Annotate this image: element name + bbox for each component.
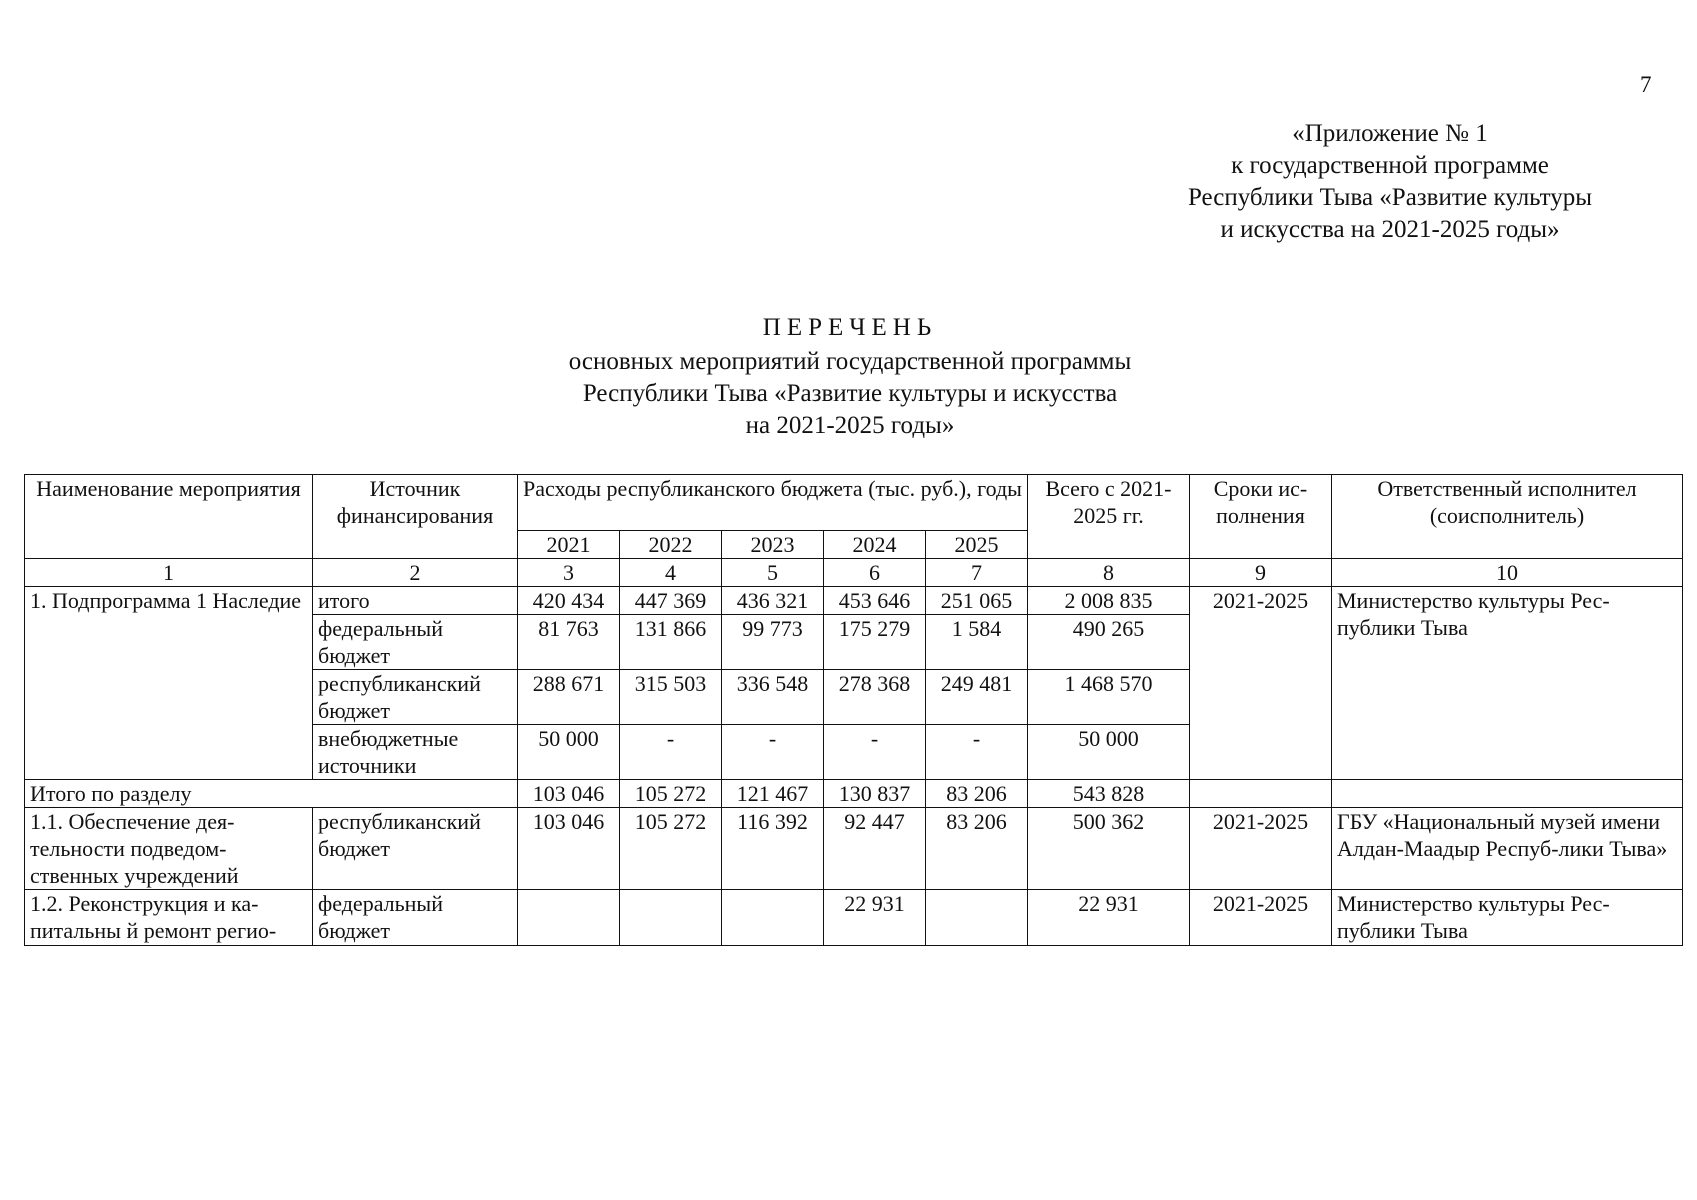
appendix-line: «Приложение № 1 [1292,120,1488,147]
responsible-value: Министерство культуры Рес-публики Тыва [1332,890,1683,946]
section-total-row [25,780,1683,808]
column-number: 6 [824,559,926,587]
responsible-value: ГБУ «Национальный музей имени Алдан-Маадыр Респуб-лики Тыва» [1332,808,1683,890]
document-title: ПЕРЕЧЕНЬ [762,314,938,341]
total-value: 22 931 [1028,890,1190,946]
heading-line: основных мероприятий государственной программы [568,348,1132,375]
header-responsible: Ответственный исполнител (соисполнитель) [1332,475,1683,559]
column-number: 10 [1332,559,1683,587]
column-number: 4 [620,559,722,587]
total-value: 2 008 835 [1028,587,1190,615]
column-number: 7 [926,559,1028,587]
year-value: 50 000 [518,725,620,780]
page-number: 7 [1640,72,1652,97]
year-value: 92 447 [824,808,926,890]
year-value: 105 272 [620,808,722,890]
funding-source: федеральный бюджет [313,890,518,946]
header-row [25,475,1683,531]
header-year: 2023 [722,531,824,559]
total-value: 543 828 [1028,780,1190,808]
header-year: 2021 [518,531,620,559]
header-year: 2022 [620,531,722,559]
year-value: 453 646 [824,587,926,615]
header-total: Всего с 2021-2025 гг. [1028,475,1190,559]
year-value: 420 434 [518,587,620,615]
funding-source: федеральный бюджет [313,615,518,670]
period-value: 2021-2025 [1190,890,1332,946]
year-value: 105 272 [620,780,722,808]
year-value: 131 866 [620,615,722,670]
year-value: 436 321 [722,587,824,615]
activity-name: 1.1. Обеспечение дея-тельности подведом-ственных учреждений [25,808,313,890]
total-value: 1 468 570 [1028,670,1190,725]
year-value: - [620,725,722,780]
year-value: 336 548 [722,670,824,725]
table-row [25,587,1683,615]
total-value: 50 000 [1028,725,1190,780]
year-value: 251 065 [926,587,1028,615]
funding-source: республиканский бюджет [313,670,518,725]
period-value: 2021-2025 [1190,808,1332,890]
period-value: 2021-2025 [1190,587,1332,780]
appendix-block [1130,118,1650,246]
funding-source: внебюджетные источники [313,725,518,780]
section-total-label: Итого по разделу [25,780,518,808]
column-number: 3 [518,559,620,587]
activities-table [24,474,1683,946]
header-year: 2024 [824,531,926,559]
funding-source: итого [313,587,518,615]
year-value: 130 837 [824,780,926,808]
header-source: Источник финансирования [313,475,518,559]
appendix-line: и искусства на 2021-2025 годы» [1220,216,1560,243]
year-value: 103 046 [518,808,620,890]
year-value [620,890,722,946]
table-row [25,890,1683,946]
year-value: 278 368 [824,670,926,725]
year-value: 99 773 [722,615,824,670]
activity-name: 1.2. Реконструкция и ка-питальны й ремонт регио- [25,890,313,946]
heading-line: Республики Тыва «Развитие культуры и искусства [582,380,1118,407]
year-value: - [824,725,926,780]
appendix-line: Республики Тыва «Развитие культуры [1187,184,1593,211]
subprogram-name: 1. Подпрограмма 1 Наследие [25,587,313,780]
year-value [722,890,824,946]
year-value: 83 206 [926,780,1028,808]
funding-source: республиканский бюджет [313,808,518,890]
period-value [1190,780,1332,808]
year-value: - [926,725,1028,780]
column-number: 9 [1190,559,1332,587]
column-number: 8 [1028,559,1190,587]
column-number: 2 [313,559,518,587]
header-name: Наименование мероприятия [25,475,313,559]
header-year: 2025 [926,531,1028,559]
year-value: 175 279 [824,615,926,670]
year-value: 116 392 [722,808,824,890]
document-heading [445,312,1255,442]
year-value: 288 671 [518,670,620,725]
header-expenses: Расходы республиканского бюджета (тыс. руб.), годы [518,475,1028,531]
responsible-value: Министерство культуры Рес-публики Тыва [1332,587,1683,780]
year-value: 1 584 [926,615,1028,670]
total-value: 490 265 [1028,615,1190,670]
year-value: 22 931 [824,890,926,946]
year-value: 81 763 [518,615,620,670]
appendix-line: к государственной программе [1231,152,1549,179]
year-value: 447 369 [620,587,722,615]
year-value: 121 467 [722,780,824,808]
year-value: 315 503 [620,670,722,725]
responsible-value [1332,780,1683,808]
year-value: - [722,725,824,780]
column-number: 5 [722,559,824,587]
year-value [926,890,1028,946]
year-value [518,890,620,946]
column-number: 1 [25,559,313,587]
year-value: 249 481 [926,670,1028,725]
year-value: 103 046 [518,780,620,808]
column-number-row [25,559,1683,587]
total-value: 500 362 [1028,808,1190,890]
heading-line: на 2021-2025 годы» [745,412,955,439]
header-period: Сроки ис-полнения [1190,475,1332,559]
year-value: 83 206 [926,808,1028,890]
table-row [25,808,1683,890]
